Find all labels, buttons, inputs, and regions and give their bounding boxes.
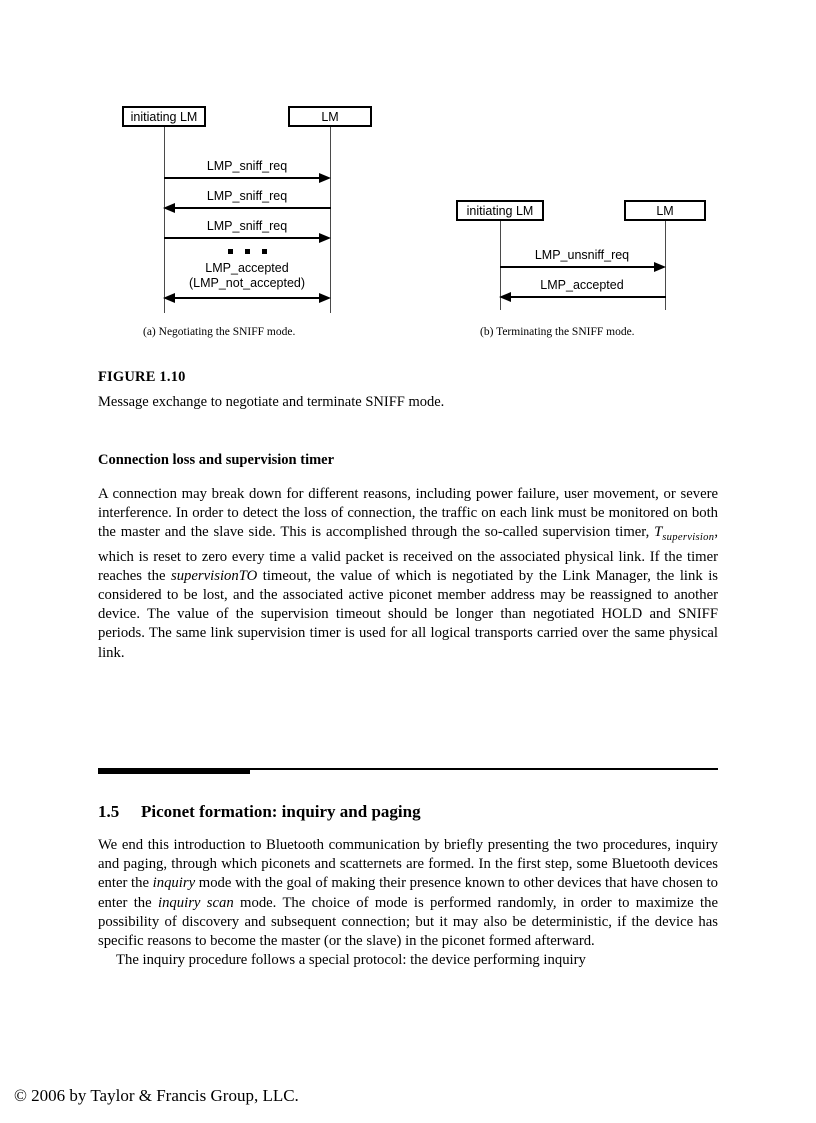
subsection-heading: Connection loss and supervision timer	[98, 452, 335, 468]
subsection-paragraph	[98, 485, 718, 663]
section-rule-thin-segment	[250, 768, 718, 770]
message-label-a-4-line2: (LMP_not_accepted)	[188, 276, 306, 290]
figure-number: FIGURE 1.10	[98, 369, 186, 385]
actor-box-initiating-lm-b: initiating LM	[456, 200, 544, 221]
subcaption-a-text: Negotiating the SNIFF mode.	[158, 326, 296, 338]
actor-box-lm-a: LM	[288, 106, 372, 127]
subcaption-b-tag: (b)	[480, 326, 494, 338]
section-paragraph-2: The inquiry procedure follows a special protocol: the device performing inquiry	[116, 952, 586, 969]
message-label-b-1: LMP_unsniff_req	[534, 248, 630, 262]
section-divider-rule	[98, 768, 718, 774]
section-paragraph-1	[98, 836, 718, 951]
figure-1-10	[0, 0, 816, 350]
italic-term-inquiry-scan: inquiry scan	[158, 894, 234, 911]
section-heading	[98, 802, 718, 822]
arrow-head-left-b-2	[499, 292, 511, 302]
actor-box-lm-b: LM	[624, 200, 706, 221]
supervision-timer-variable	[654, 524, 715, 544]
message-arrow-b-2	[511, 296, 666, 298]
message-arrow-b-1	[500, 266, 655, 268]
message-label-a-4-line1: LMP_accepted	[205, 261, 289, 275]
para-text-part3: timeout, the value of which is negotiated by the Link Manager, the link is considered to be lost, and the associated active piconet member address may be reassigned to another device. The value of the supervision timeout should be longer than negotiated HOLD and SNIFF periods. The same link supervision timer is used for all logical transports carried over the same physical link.	[98, 567, 718, 661]
section-rule-thick-segment	[98, 768, 250, 774]
sequence-diagram-b	[0, 0, 816, 350]
subsection-paragraph-block	[98, 485, 718, 663]
section-body-block	[98, 836, 718, 970]
sec-para1-part2: mode with the goal of making their presence known to other devices that have chosen to enter the	[98, 875, 718, 911]
figure-caption-block	[98, 369, 718, 411]
subsection-heading-block	[98, 452, 718, 469]
message-label-a-1: LMP_sniff_req	[206, 159, 288, 173]
footer-copyright: © 2006 by Taylor & Francis Group, LLC.	[14, 1086, 299, 1105]
para-text-part2: , which is reset to zero every time a valid packet is received on the associated physical link. If the timer reaches the	[98, 524, 718, 584]
subcaption-b	[480, 326, 635, 338]
subcaption-b-text: Terminating the SNIFF mode.	[496, 326, 635, 338]
actor-box-initiating-lm-a: initiating LM	[122, 106, 206, 127]
subcaption-a-tag: (a)	[143, 326, 156, 338]
figure-description: Message exchange to negotiate and terminate SNIFF mode.	[98, 394, 445, 410]
variable-base: T	[654, 524, 663, 541]
para-text-part1: A connection may break down for different reasons, including power failure, user movement, or severe interference. In order to detect the loss of connection, the traffic on each link must be monitored on both the master and the slave side. This is accomplished through the so-called supervision timer,	[98, 486, 718, 541]
message-label-a-3: LMP_sniff_req	[206, 219, 288, 233]
sec-para1-part1: We end this introduction to Bluetooth communication by briefly presenting the two procedures, inquiry and paging, through which piconets and scatternets are formed. In the first step, some Bluetooth devices enter the	[98, 837, 718, 892]
message-label-b-2: LMP_accepted	[540, 278, 624, 292]
italic-term-inquiry: inquiry	[152, 875, 196, 892]
sec-para1-part3: mode. The choice of mode is performed randomly, in order to maximize the possibility of discovery and subsequent connection; but it may also be deterministic, if the device has specific reasons to become the master (or the slave) in the piconet formed afterward.	[98, 894, 718, 950]
section-title: Piconet formation: inquiry and paging	[141, 802, 421, 821]
message-label-a-2: LMP_sniff_req	[206, 189, 288, 203]
arrow-head-right-b-1	[654, 262, 666, 272]
italic-term-supervisionto: supervisionTO	[171, 567, 258, 584]
section-number: 1.5	[98, 802, 120, 821]
variable-subscript: supervision	[662, 532, 715, 544]
